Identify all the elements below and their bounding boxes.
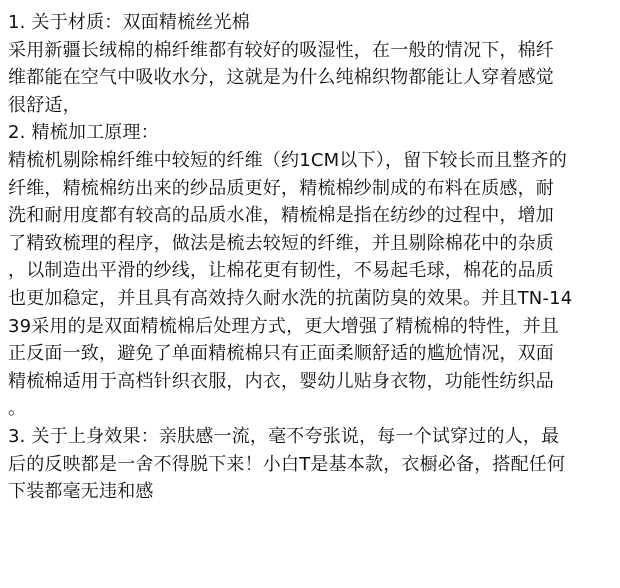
section-heading-fit: 3. 关于上身效果：亲肤感一流，毫不夸张说，每一个试穿过的人，最	[8, 425, 560, 447]
text-line: 也更加稳定，并且具有高效持久耐水洗的抗菌防臭的效果。并且TN-14	[8, 287, 573, 309]
text-line: 正反面一致，避免了单面精梳棉只有正面柔顺舒适的尴尬情况，双面	[8, 343, 554, 365]
text-line: 下装都毫无违和感	[8, 481, 154, 503]
text-line: ，以制造出平滑的纱线，让棉花更有韧性，不易起毛球，棉花的品质	[8, 260, 554, 282]
section-heading-material: 1. 关于材质：双面精梳丝光棉	[8, 12, 250, 33]
text-line: 精梳机剔除棉纤维中较短的纤维（约1CM以下），留下较长而且整齐的	[8, 149, 567, 171]
text-line: 维都能在空气中吸收水分，这就是为什么纯棉织物都能让人穿着感觉	[8, 67, 554, 89]
text-line: 洗和耐用度都有较高的品质水准，精梳棉是指在纺纱的过程中，增加	[8, 205, 554, 227]
text-line: 纤维，精梳棉纺出来的纱品质更好，精梳棉纱制成的布料在质感，耐	[8, 177, 554, 199]
text-line: 很舒适，	[8, 94, 81, 116]
section-heading-combing: 2. 精梳加工原理：	[8, 122, 159, 144]
text-line: 采用新疆长绒棉的棉纤维都有较好的吸湿性，在一般的情况下，棉纤	[8, 39, 554, 61]
text-line: 了精致梳理的程序，做法是梳去较短的纤维，并且剔除棉花中的杂质	[8, 232, 554, 254]
text-line: 。	[8, 398, 27, 420]
text-line: 39采用的是双面精梳棉后处理方式，更大增强了精梳棉的特性，并且	[8, 315, 560, 337]
text-line: 后的反映都是一舍不得脱下来！小白T是基本款，衣橱必备，搭配任何	[8, 453, 566, 475]
text-line: 精梳棉适用于高档针织衣服，内衣，婴幼儿贴身衣物，功能性纺织品	[8, 370, 554, 392]
